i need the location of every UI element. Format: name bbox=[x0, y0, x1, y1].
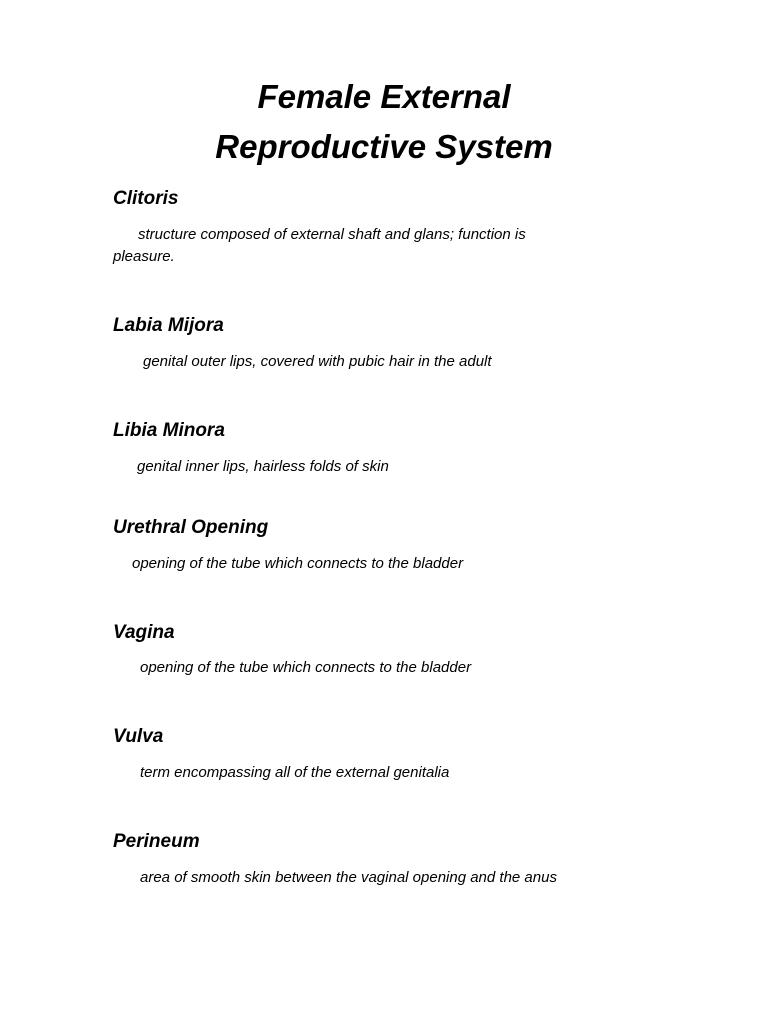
definition-clitoris-line-1: structure composed of external shaft and glans; function is bbox=[138, 226, 526, 243]
term-urethral-opening: Urethral Opening bbox=[113, 517, 269, 538]
term-clitoris: Clitoris bbox=[113, 188, 179, 209]
definition-vulva: term encompassing all of the external genitalia bbox=[140, 764, 450, 781]
term-labia-mijora: Labia Mijora bbox=[113, 315, 224, 336]
definition-clitoris-line-2: pleasure. bbox=[113, 248, 175, 265]
definition-libia-minora: genital inner lips, hairless folds of skin bbox=[137, 458, 389, 475]
term-perineum: Perineum bbox=[113, 831, 200, 852]
term-vagina: Vagina bbox=[113, 622, 175, 643]
page-title-line-1: Female External bbox=[257, 78, 511, 115]
term-vulva: Vulva bbox=[113, 726, 164, 747]
term-libia-minora: Libia Minora bbox=[113, 420, 225, 441]
definition-perineum: area of smooth skin between the vaginal opening and the anus bbox=[140, 869, 557, 886]
definition-vagina: opening of the tube which connects to the bladder bbox=[140, 659, 472, 676]
definition-urethral-opening: opening of the tube which connects to the bladder bbox=[132, 555, 464, 572]
definition-labia-mijora: genital outer lips, covered with pubic hair in the adult bbox=[143, 353, 492, 370]
page-title-line-2: Reproductive System bbox=[215, 128, 553, 165]
